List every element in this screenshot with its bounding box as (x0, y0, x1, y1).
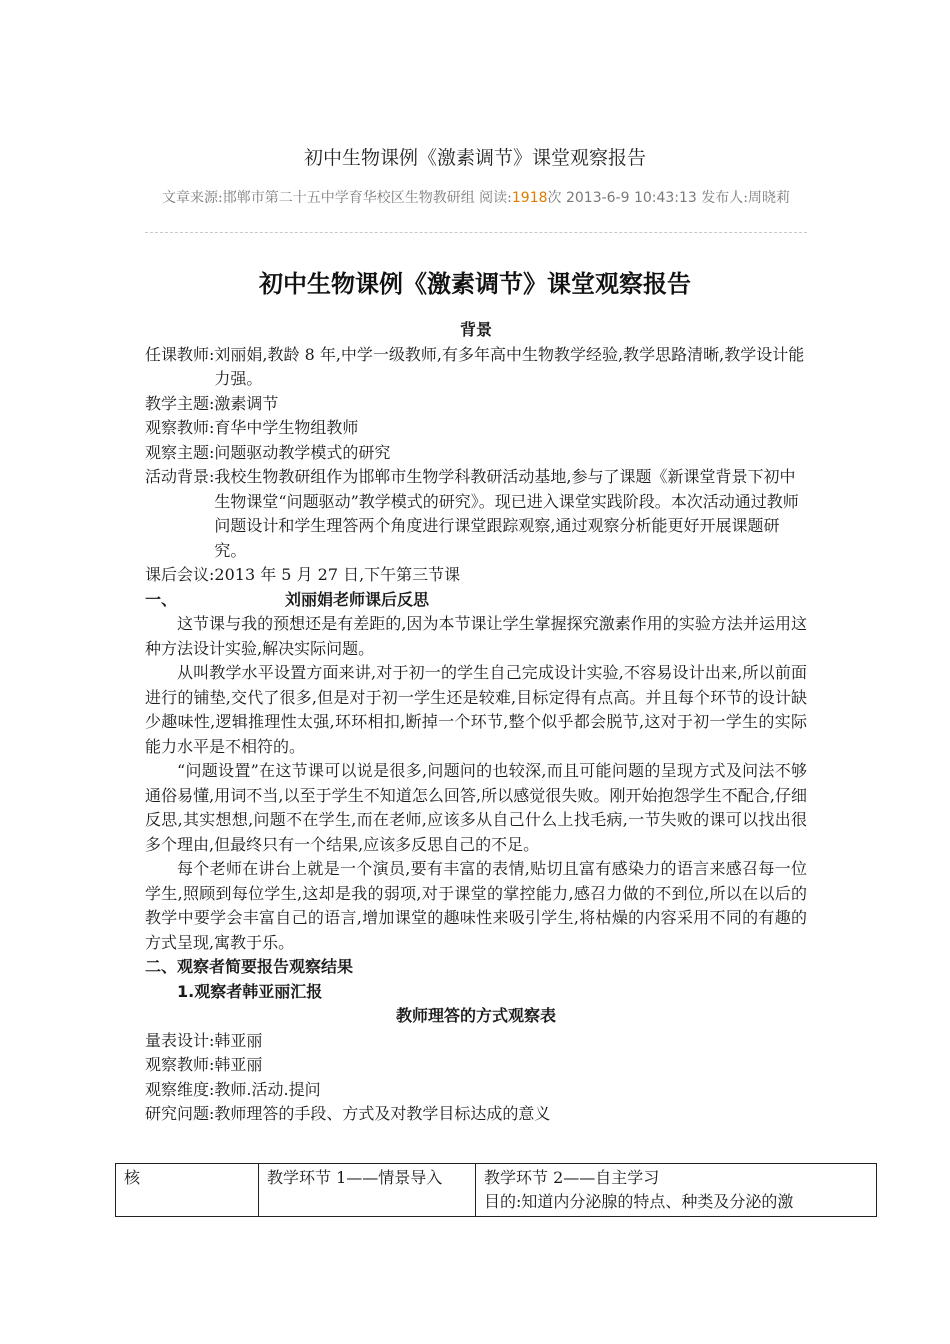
info-row (145, 441, 807, 466)
info-value: 教师.活动.提问 (214, 1079, 321, 1099)
paragraph: 这节课与我的预想还是有差距的,因为本节课让学生掌握探究激素作用的实验方法并运用这种方法设计实验,解决实际问题。 (145, 614, 807, 658)
cell-line: 目的:知道内分泌腺的特点、种类及分泌的激 (484, 1192, 794, 1211)
info-label: 观察教师: (145, 1055, 215, 1074)
subsection-heading: 1.观察者韩亚丽汇报 (177, 981, 323, 1001)
article-title: 初中生物课例《激素调节》课堂观察报告 (259, 270, 691, 298)
info-label: 量表设计: (145, 1030, 215, 1050)
info-row (145, 1078, 807, 1103)
section-title: 刘丽娟老师课后反思 (285, 589, 430, 609)
article-meta (145, 186, 807, 210)
info-value: 我校生物教研组作为邯郸市生物学科教研活动基地,参与了课题《新课堂背景下初中生物课堂“问题驱动”教学模式的研究》。现已进入课堂实践阶段。本次活动通过教师问题设计和学生理答两个角度进行课堂跟踪观察,通过观察分析能更好开展课题研究。 (214, 467, 799, 560)
info-row (145, 392, 807, 417)
table-cell: 核 (116, 1164, 259, 1217)
info-label: 观察维度: (145, 1079, 215, 1099)
table-cell (476, 1164, 877, 1217)
info-label: 研究问题: (145, 1104, 215, 1123)
info-value: 韩亚丽 (214, 1055, 263, 1074)
info-value: 问题驱动教学模式的研究 (214, 442, 391, 462)
paragraph: “问题设置”在这节课可以说是很多,问题问的也较深,而且可能问题的呈现方式及问法不够通俗易懂,用词不当,以至于学生不知道怎么回答,所以感觉很失败。刚开始抱怨学生不配合,仔细反思,其实想想,问题不在学生,而在老师,应该多从自己什么上找毛病,一节失败的课可以找出很多个理由,但最终只有一个结果,应该多反思自己的不足。 (145, 761, 807, 854)
info-value: 韩亚丽 (214, 1030, 263, 1050)
table-row (116, 1164, 877, 1217)
info-label: 任课教师: (145, 344, 215, 364)
info-row (145, 1102, 807, 1127)
info-label: 课后会议: (145, 565, 215, 584)
info-row (145, 1029, 807, 1054)
section-number: 一、 (145, 589, 178, 609)
info-value: 教师理答的手段、方式及对教学目标达成的意义 (214, 1104, 551, 1123)
info-value: 激素调节 (214, 393, 279, 413)
paragraph: 每个老师在讲台上就是一个演员,要有丰富的表情,贴切且富有感染力的语言来感召每一位学生,照顾到每位学生,这却是我的弱项,对于课堂的掌控能力,感召力做的不到位,所以在以后的教学中要学会丰富自己的语言,增加课堂的趣味性来吸引学生,将枯燥的内容采用不同的有趣的方式呈现,寓教于乐。 (145, 859, 807, 952)
publisher: 发布人:周晓莉 (696, 190, 791, 206)
info-value: 2013 年 5 月 27 日,下午第三节课 (214, 565, 461, 584)
info-label: 活动背景: (145, 467, 215, 486)
background-heading: 背景 (459, 320, 492, 339)
info-row (145, 416, 807, 441)
article-body (145, 318, 807, 1127)
info-value: 刘丽娟,教龄 8 年,中学一级教师,有多年高中生物教学经验,教学思路清晰,教学设计能力强。 (214, 344, 805, 388)
observation-table (115, 1163, 877, 1217)
info-row (145, 343, 807, 392)
table-cell: 教学环节 1——情景导入 (259, 1164, 476, 1217)
info-label: 观察教师: (145, 418, 215, 437)
info-row (145, 1053, 807, 1078)
info-row (145, 465, 807, 563)
dashed-divider (145, 232, 807, 233)
meta-source: 文章来源:邯郸市第二十五中学育华校区生物教研组 阅读: (161, 190, 512, 206)
info-label: 教学主题: (145, 393, 215, 413)
section-heading-2: 二、观察者简要报告观察结果 (145, 957, 354, 976)
meta-count-unit: 次 (547, 190, 566, 206)
info-value: 育华中学生物组教师 (214, 418, 359, 437)
cell-line: 教学环节 2——自主学习 (484, 1168, 660, 1187)
page-title: 初中生物课例《激素调节》课堂观察报告 (303, 147, 646, 169)
section-heading-1 (145, 588, 807, 613)
paragraph: 从叫教学水平设置方面来讲,对于初一的学生自己完成设计实验,不容易设计出来,所以前面进行的铺垫,交代了很多,但是对于初一学生还是较难,目标定得有点高。并且每个环节的设计缺少趣味性,逻辑推理性太强,环环相扣,断掉一个环节,整个似乎都会脱节,这对于初一学生的实际能力水平是不相符的。 (145, 663, 807, 756)
info-row (145, 563, 807, 588)
table-title: 教师理答的方式观察表 (395, 1006, 556, 1025)
read-count: 1918 (511, 190, 548, 206)
info-label: 观察主题: (145, 442, 215, 462)
publish-datetime: 2013-6-9 10:43:13 (565, 190, 697, 206)
